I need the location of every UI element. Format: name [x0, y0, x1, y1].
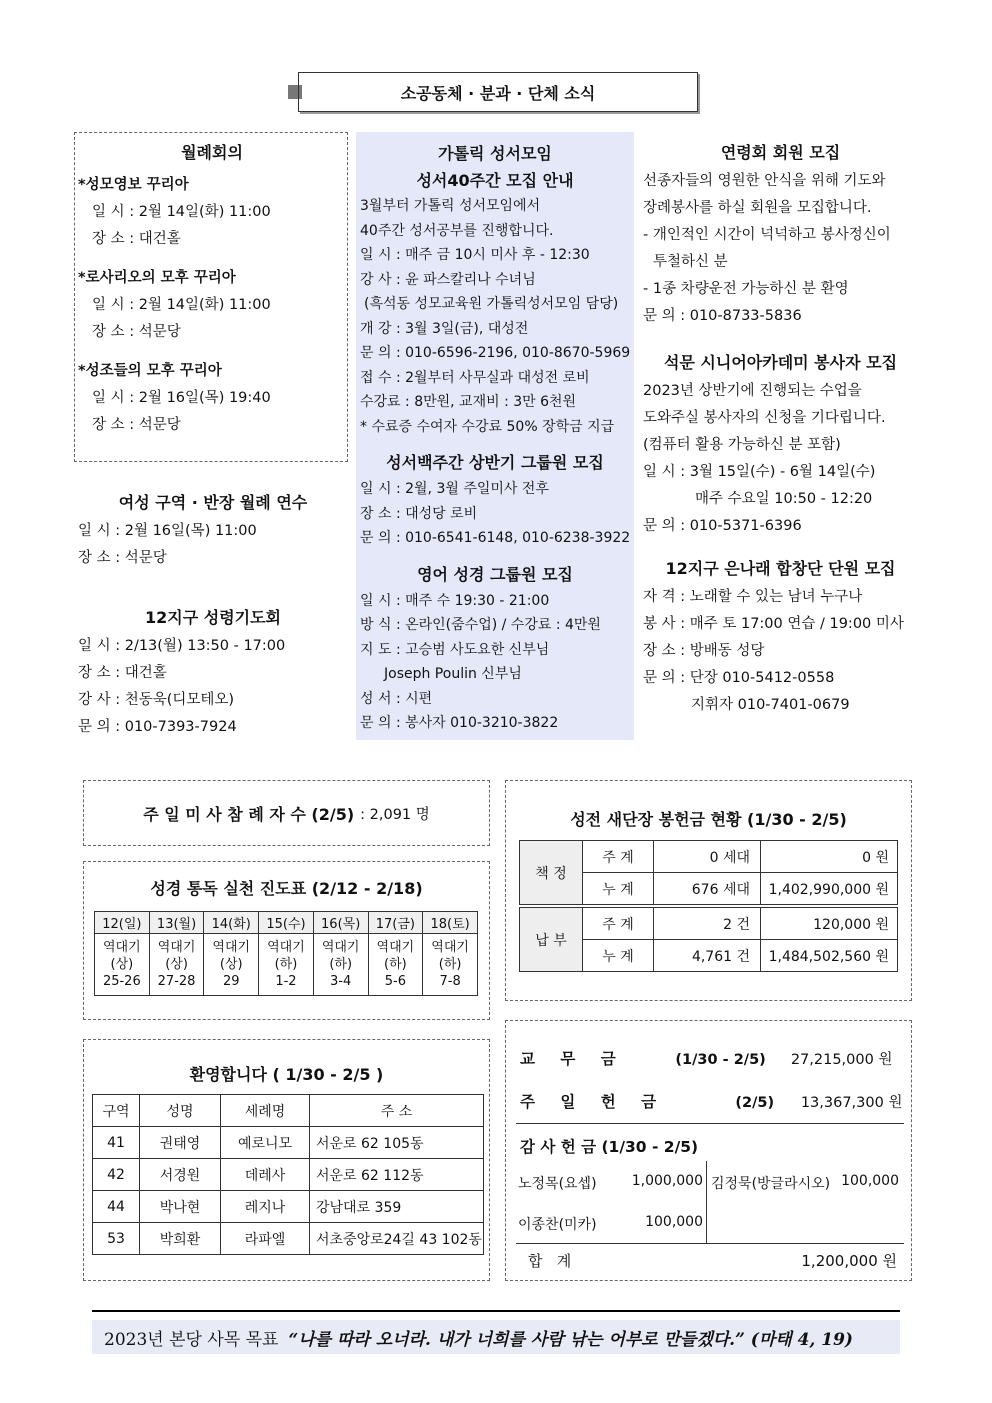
english-bible-title: 영어 성경 그룹원 모집 [417, 564, 573, 584]
donation-label: 주 계 [583, 908, 654, 940]
detail-line: 장 소 : 대성당 로비 [360, 505, 478, 522]
detail-line: 일 시 : 매주 수 19:30 - 21:00 [360, 592, 550, 609]
reading-part: (상) [165, 957, 188, 972]
juil-amount: 13,367,300 원 [800, 1095, 903, 1111]
welcome-cell: 강남대로 359 [310, 1191, 484, 1223]
detail-line: 자 격 : 노래할 수 있는 남녀 누구나 [643, 589, 863, 605]
reading-day: 14(화) [204, 912, 259, 934]
thanks-item [518, 1214, 703, 1234]
detail-line: 개 강 : 3월 3일(금), 대성전 [360, 320, 529, 337]
welcome-cell: 레지나 [221, 1191, 310, 1223]
bible-reading-title: 성경 통독 실천 진도표 (2/12 - 2/18) [150, 879, 423, 898]
donation-group: 책 정 [520, 841, 583, 905]
gyomu-amount: 27,215,000 원 [790, 1052, 893, 1068]
donation-amount: 120,000 원 [761, 908, 898, 940]
choir-details [643, 584, 918, 719]
attendance-box [83, 780, 490, 846]
reading-cell [259, 934, 314, 996]
thanks-item [711, 1173, 899, 1193]
bible-100-title: 성서백주간 상반기 그룹원 모집 [386, 453, 604, 472]
welcome-table [92, 1094, 484, 1255]
bible-reading-box [83, 861, 490, 1020]
donation-label: 주 계 [583, 841, 654, 873]
reading-book: 역대기 [103, 940, 141, 955]
gyomu-period: (1/30 - 2/5) [675, 1052, 766, 1068]
reading-chapter: 27-28 [157, 974, 196, 989]
prayer-meeting [78, 603, 348, 741]
reading-book: 역대기 [431, 940, 469, 955]
reading-book: 역대기 [157, 940, 196, 955]
reading-cell [368, 934, 423, 996]
detail-line: 문 의 : 단장 010-5412-0558 [643, 670, 835, 686]
meeting-place: 장 소 : 대건홀 [92, 231, 181, 247]
women-place: 장 소 : 석문당 [78, 550, 167, 566]
donation-label: 누 계 [583, 940, 654, 972]
welcome-header: 세례명 [221, 1095, 310, 1127]
juil-row [520, 1090, 903, 1112]
women-training [78, 488, 348, 572]
detail-line: 수강료 : 8만원, 교재비 : 3만 6천원 [360, 394, 577, 410]
welcome-cell: 서운로 62 112동 [310, 1159, 484, 1191]
welcome-cell: 44 [93, 1191, 140, 1223]
reading-cell [149, 934, 204, 996]
detail-line: 문 의 : 010-6596-2196, 010-8670-5969 [360, 345, 631, 361]
reading-day: 15(수) [259, 912, 314, 934]
reading-chapter: 7-8 [439, 974, 461, 989]
reading-cell [313, 934, 368, 996]
divider [516, 1123, 904, 1124]
thanks-amount: 100,000 [645, 1214, 703, 1230]
women-title: 여성 구역 · 반장 월례 연수 [118, 493, 308, 512]
detail-line: 40주간 성서공부를 진행합니다. [360, 222, 554, 239]
detail-line: 방 식 : 온라인(줌수업) / 수강료 : 4만원 [360, 617, 601, 633]
detail-line: 장 소 : 방배동 성당 [643, 643, 765, 659]
donation-amount: 1,402,990,000 원 [761, 873, 898, 905]
welcome-box [83, 1039, 490, 1281]
detail-line: 3월부터 가톨릭 성서모임에서 [360, 198, 541, 214]
detail-line: Joseph Poulin 신부님 [384, 666, 522, 682]
detail-line: 일 시 : 2월, 3월 주일미사 전후 [360, 481, 549, 497]
welcome-header: 구역 [93, 1095, 140, 1127]
bible-study-subtitle: 성서40주간 모집 안내 [416, 171, 574, 190]
finance-box [505, 1020, 912, 1281]
donation-count: 2 건 [654, 908, 761, 940]
reading-chapter: 1-2 [275, 974, 297, 989]
reading-book: 역대기 [212, 940, 251, 955]
prayer-contact: 문 의 : 010-7393-7924 [78, 719, 237, 735]
meeting-place: 장 소 : 석문당 [92, 324, 181, 340]
donation-box [505, 780, 912, 1001]
english-bible-details [360, 589, 630, 736]
detail-line: 장례봉사를 하실 회원을 모집합니다. [643, 200, 872, 216]
reading-part: (상) [219, 957, 243, 972]
table-row [93, 1191, 484, 1223]
reading-part: (상) [110, 957, 134, 972]
detail-line: 문 의 : 010-5371-6396 [643, 518, 802, 534]
women-time: 일 시 : 2월 16일(목) 11:00 [78, 523, 257, 539]
meeting-name: *성조들의 모후 꾸리아 [78, 363, 222, 379]
welcome-cell: 서경원 [140, 1159, 221, 1191]
funeral-details [643, 168, 918, 330]
donation-amount: 0 원 [761, 841, 898, 873]
reading-book: 역대기 [267, 940, 305, 955]
donation-title: 성전 새단장 봉헌금 현황 (1/30 - 2/5) [570, 810, 847, 829]
welcome-title: 환영합니다 ( 1/30 - 2/5 ) [189, 1065, 384, 1084]
meeting-time: 일 시 : 2월 14일(화) 11:00 [92, 204, 271, 220]
prayer-speaker: 강 사 : 천동욱(디모테오) [78, 692, 235, 708]
detail-line: 매주 수요일 10:50 - 12:20 [695, 491, 873, 507]
welcome-cell: 데레사 [221, 1159, 310, 1191]
thanks-name: 김정묵(방글라시오) [711, 1176, 831, 1192]
detail-line: 일 시 : 매주 금 10시 미사 후 - 12:30 [360, 247, 590, 263]
detail-line: 지 도 : 고승범 사도요한 신부님 [360, 641, 550, 658]
table-row [93, 1223, 484, 1255]
detail-line: 강 사 : 윤 파스칼리나 수녀님 [360, 271, 536, 288]
prayer-place: 장 소 : 대건홀 [78, 665, 167, 681]
footer-quote: “나를 따라 오너라. 내가 너희를 사람 낚는 어부로 만들겠다.” (마태 4, 19) [288, 1329, 853, 1350]
reading-chapter: 5-6 [384, 974, 406, 989]
table-row [93, 1159, 484, 1191]
total-amount: 1,200,000 원 [801, 1252, 897, 1270]
thanks-amount: 1,000,000 [631, 1173, 703, 1189]
detail-line: 봉 사 : 매주 토 17:00 연습 / 19:00 미사 [643, 616, 904, 632]
donation-table [519, 840, 898, 972]
welcome-cell: 서운로 62 105동 [310, 1127, 484, 1159]
welcome-header: 성명 [140, 1095, 221, 1127]
reading-part: (하) [329, 957, 353, 972]
welcome-cell: 라파엘 [221, 1223, 310, 1255]
reading-day: 17(금) [368, 912, 423, 934]
meeting-name: *성모영보 꾸리아 [78, 177, 189, 193]
welcome-cell: 서초중앙로24길 43 102동 [310, 1223, 484, 1255]
juil-period: (2/5) [735, 1095, 775, 1111]
detail-line: - 개인적인 시간이 넉넉하고 봉사정신이 [643, 227, 891, 243]
prayer-time: 일 시 : 2/13(월) 13:50 - 17:00 [78, 638, 286, 654]
welcome-cell: 41 [93, 1127, 140, 1159]
welcome-cell: 박나현 [140, 1191, 221, 1223]
bible-study-column [356, 132, 634, 740]
gyomu-label: 교 무 금 [520, 1050, 626, 1068]
footer-prefix: 2023년 본당 사목 목표 [104, 1329, 279, 1350]
detail-line: * 수료증 수여자 수강료 50% 장학금 지급 [360, 418, 615, 435]
reading-day: 12(일) [95, 912, 150, 934]
reading-part: (하) [274, 957, 298, 972]
donation-group: 납 부 [520, 908, 583, 972]
detail-line: 문 의 : 봉사자 010-3210-3822 [360, 715, 559, 731]
juil-label: 주 일 헌 금 [520, 1093, 667, 1111]
detail-line: (흑석동 성모교육원 가톨릭성서모임 담당) [364, 296, 619, 312]
bible-reading-table [94, 911, 478, 996]
section-title: 소공동체 · 분과 · 단체 소식 [298, 72, 698, 112]
welcome-cell: 예로니모 [221, 1127, 310, 1159]
bible-100-details [360, 477, 630, 551]
meeting-name: *로사리오의 모후 꾸리아 [78, 270, 236, 286]
thanks-title: 감 사 헌 금 (1/30 - 2/5) [520, 1138, 699, 1156]
detail-line: 일 시 : 3월 15일(수) - 6월 14일(수) [643, 464, 876, 480]
welcome-cell: 박희환 [140, 1223, 221, 1255]
reading-chapter: 3-4 [330, 974, 352, 989]
reading-cell [204, 934, 259, 996]
divider [516, 1243, 904, 1244]
reading-cell [423, 934, 478, 996]
footer-rule [92, 1310, 900, 1312]
welcome-cell: 권태영 [140, 1127, 221, 1159]
divider [706, 1161, 707, 1243]
donation-amount: 1,484,502,560 원 [761, 940, 898, 972]
prayer-title: 12지구 성령기도회 [144, 608, 282, 627]
welcome-cell: 42 [93, 1159, 140, 1191]
detail-line: 2023년 상반기에 진행되는 수업을 [643, 383, 862, 399]
bible-study-title: 가톨릭 성서모임 [438, 144, 552, 163]
donation-count: 676 세대 [654, 873, 761, 905]
footer-banner [92, 1320, 900, 1354]
meeting-place: 장 소 : 석문당 [92, 417, 181, 433]
monthly-title: 월례회의 [181, 143, 243, 162]
reading-book: 역대기 [376, 940, 415, 955]
reading-book: 역대기 [321, 940, 360, 955]
detail-line: 투철하신 분 [653, 254, 728, 270]
total-label: 합 계 [528, 1252, 572, 1270]
senior-academy-title: 석문 시니어아카데미 봉사자 모집 [663, 353, 898, 372]
reading-day: 16(목) [313, 912, 368, 934]
detail-line: 선종자들의 영원한 안식을 위해 기도와 [643, 173, 886, 189]
right-column [643, 138, 918, 719]
donation-count: 4,761 건 [654, 940, 761, 972]
donation-label: 누 계 [583, 873, 654, 905]
reading-day: 13(월) [149, 912, 204, 934]
detail-line: 접 수 : 2월부터 사무실과 대성전 로비 [360, 369, 590, 386]
bible-study-details [360, 194, 630, 439]
table-row [93, 1127, 484, 1159]
funeral-title: 연령회 회원 모집 [720, 143, 841, 162]
detail-line: (컴퓨터 활용 가능하신 분 포함) [643, 437, 841, 453]
gyomu-row [520, 1047, 900, 1069]
attendance-value: : 2,091 명 [360, 806, 430, 823]
welcome-cell: 53 [93, 1223, 140, 1255]
welcome-header: 주 소 [310, 1095, 484, 1127]
thanks-name: 노정목(요셉) [518, 1176, 597, 1192]
reading-chapter: 25-26 [102, 974, 141, 989]
attendance-label: 주 일 미 사 참 례 자 수 (2/5) [143, 804, 355, 824]
detail-line: 문 의 : 010-6541-6148, 010-6238-3922 [360, 530, 631, 546]
monthly-meeting [78, 138, 346, 439]
reading-part: (하) [384, 957, 407, 972]
reading-chapter: 29 [222, 974, 240, 989]
reading-cell [95, 934, 150, 996]
meeting-time: 일 시 : 2월 16일(목) 19:40 [92, 390, 271, 406]
thanks-item [518, 1173, 703, 1193]
senior-academy-details [643, 378, 918, 540]
detail-line: - 1종 차량운전 가능하신 분 환영 [643, 281, 849, 297]
detail-line: 도와주실 봉사자의 신청을 기다립니다. [643, 410, 886, 426]
donation-count: 0 세대 [654, 841, 761, 873]
thanks-amount: 100,000 [841, 1173, 899, 1189]
detail-line: 지휘자 010-7401-0679 [691, 697, 850, 713]
detail-line: 문 의 : 010-8733-5836 [643, 308, 802, 324]
choir-title: 12지구 은나래 합창단 단원 모집 [665, 559, 896, 578]
reading-day: 18(토) [423, 912, 478, 934]
reading-part: (하) [438, 957, 462, 972]
thanks-name: 이종찬(미카) [518, 1217, 597, 1233]
detail-line: 성 서 : 시편 [360, 690, 433, 707]
meeting-time: 일 시 : 2월 14일(화) 11:00 [92, 297, 271, 313]
